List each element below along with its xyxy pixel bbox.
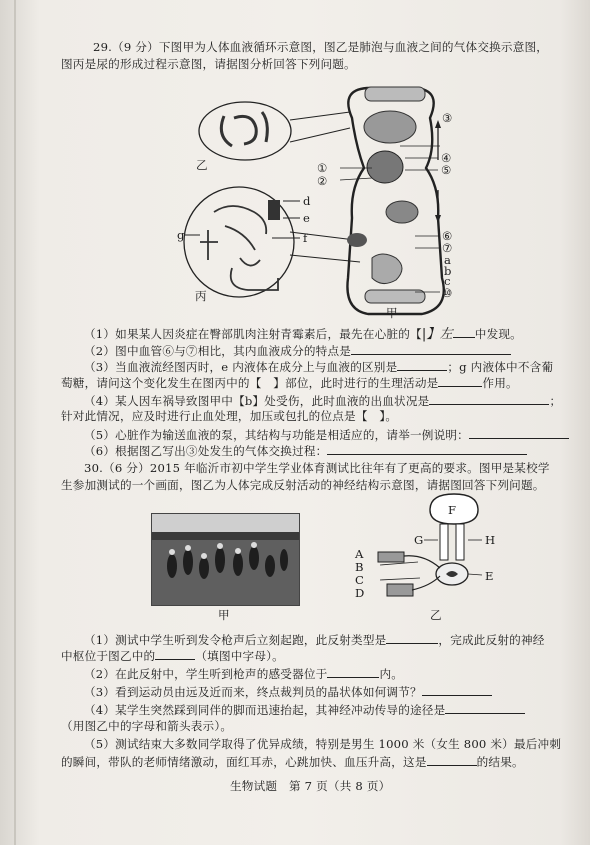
- q30-s5-blank[interactable]: [427, 754, 477, 766]
- q30-s1-text-b: ，完成此反射的神经: [438, 633, 545, 647]
- q30-s1-text-c: 中枢位于图乙中的: [61, 649, 156, 663]
- label-7: ⑦: [442, 241, 453, 255]
- label-2: ②: [317, 174, 328, 188]
- q29-s1-text: （1）如果某人因炎症在臀部肌肉注射青霉素后，最先在心脏的【: [84, 327, 422, 341]
- tract-H: [456, 524, 464, 560]
- q30-s2-blank[interactable]: [327, 666, 379, 678]
- q29-intro-line1: 29.（9 分）下图甲为人体血液循环示意图，图乙是肺泡与血液之间的气体交换示意图，: [93, 40, 549, 54]
- label-B: B: [355, 560, 364, 574]
- q29-s3-text-b: ；g 内液体中不含葡: [447, 360, 554, 374]
- q30-s5-line1: （5）测试结束大多数同学取得了优异成绩，特别是男生 1000 米（女生 800 米）最后冲刺: [84, 737, 562, 751]
- q30-s4-text-a: （4）某学生突然踩到同伴的脚而迅速抬起，其神经冲动传导的途径是: [84, 703, 446, 717]
- q30-s5-text-b: 的瞬间，带队的老师情绪激动，面红耳赤，心跳加快、血压升高，这是: [61, 755, 427, 769]
- label-10: ⑩: [442, 286, 453, 300]
- label-E: E: [485, 569, 494, 583]
- q30-s1-blank-2[interactable]: [155, 648, 195, 660]
- q30-s3-blank[interactable]: [422, 684, 492, 696]
- fig-label-yi: 乙: [196, 158, 208, 172]
- q29-s3-text-c: 萄糖，请问这个变化发生在图丙中的【 】部位，此时进行的生理活动是: [61, 376, 439, 390]
- q29-intro-line2: 图丙是尿的形成过程示意图，请据图分析回答下列问题。: [61, 57, 356, 71]
- q30-intro-line2: 生参加测试的一个画面，图乙为人体完成反射活动的神经结构示意图，请据图回答下列问题。: [61, 478, 545, 492]
- label-c: c: [444, 274, 451, 288]
- label-a: a: [444, 253, 452, 267]
- q29-s1-handwritten-answer: |】左: [421, 327, 453, 342]
- label-g: g: [177, 228, 185, 242]
- q30-s4-cont: （用图乙中的字母和箭头表示）。: [61, 719, 233, 733]
- q29-s5-text: （5）心脏作为输送血液的泵，其结构与功能是相适应的，请举一例说明：: [84, 428, 469, 442]
- label-A: A: [355, 547, 364, 561]
- q30-s5-text-c: 的结果。: [476, 755, 524, 769]
- label-C: C: [355, 573, 365, 587]
- q29-s3-text-a: （3）当血液流经图丙时，e 内液体在成分上与血液的区别是: [84, 360, 398, 374]
- label-6: ⑥: [442, 229, 453, 243]
- q30-fig-label-yi: 乙: [430, 608, 442, 622]
- label-e: e: [303, 211, 311, 225]
- label-F: F: [448, 503, 457, 517]
- q30-s4-blank[interactable]: [445, 702, 525, 714]
- pointer-C: [380, 578, 420, 580]
- q29-s2-text: （2）图中血管⑥与⑦相比，其内血液成分的特点是: [84, 344, 352, 358]
- q29-s4-cont: 针对此情况，应及时进行止血处理，加压或包扎的位点是【 】。: [61, 409, 398, 423]
- fig-label-bing: 丙: [195, 289, 207, 303]
- q30-s2: [84, 666, 403, 681]
- q30-s1: [84, 632, 545, 647]
- pointer-E: [468, 574, 482, 575]
- label-4: ④: [441, 151, 452, 165]
- label-H: H: [485, 533, 496, 547]
- label-b: b: [444, 264, 452, 278]
- q30-s1-text-a: （1）测试中学生听到发令枪声后立刻起跑，此反射类型是: [84, 633, 387, 647]
- q30-s1-cont: [61, 648, 284, 663]
- q30-s4: [84, 702, 525, 717]
- q29-s4-text-a: （4）某人因车祸导致图甲中【b】处受伤，此时血液的出血状况是: [84, 394, 430, 408]
- q30-s2-text-a: （2）在此反射中，学生听到枪声的感受器位于: [84, 667, 328, 681]
- receptor-A: [378, 552, 404, 562]
- q29-s6-text: （6）根据图乙写出③处发生的气体交换过程：: [84, 444, 328, 458]
- effector-D: [387, 584, 413, 596]
- label-d: d: [303, 194, 311, 208]
- q30-intro-line1: 30.（6 分）2015 年临沂市初中学生学业体育测试比往年有了更高的要求。图甲是某校学: [84, 461, 550, 475]
- q30-s1-text-d: （填图中字母）。: [195, 649, 284, 663]
- label-D: D: [355, 586, 365, 600]
- q30-s2-text-b: 内。: [379, 667, 404, 681]
- label-3: ③: [442, 111, 453, 125]
- q30-s3-text: （3）看到运动员由远及近而来，终点裁判员的晶状体如何调节？: [84, 685, 422, 699]
- q30-fig-label-jia: 甲: [218, 608, 230, 622]
- label-5: ⑤: [441, 163, 452, 177]
- page-footer: 生物试题 第 7 页（共 8 页）: [230, 779, 391, 793]
- q29-s4-text-b: ；: [549, 394, 562, 408]
- label-f: f: [303, 231, 308, 245]
- q30-s1-blank-1[interactable]: [386, 632, 438, 644]
- label-G: G: [414, 533, 424, 547]
- q30-s3: [84, 684, 492, 699]
- q30-s5-line2: [61, 754, 524, 769]
- label-1: ①: [317, 161, 328, 175]
- q29-s1-end: 中发现。: [474, 327, 522, 341]
- fig-label-jia: 甲: [386, 306, 398, 320]
- q29-s3-text-d: 作用。: [482, 376, 518, 390]
- tract-G: [440, 524, 448, 560]
